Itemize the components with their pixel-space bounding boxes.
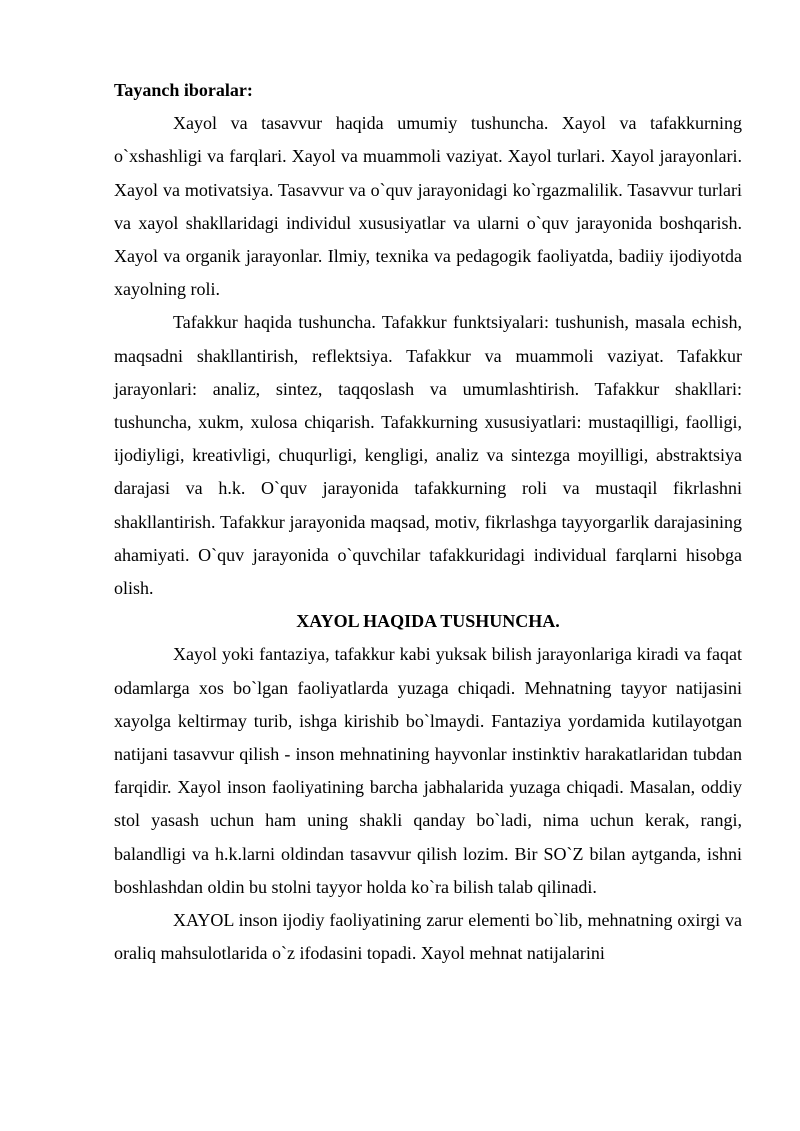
paragraph-1: Xayol va tasavvur haqida umumiy tushuncha. Xayol va tafakkurning o`xshashligi va farqlari. Xayol va muammoli vaziyat. Xayol turlari. Xayol jarayonlari. Xayol va motivatsiya. Tasavvur va o`quv jarayonidagi ko`rgazmalilik. Tasavvur turlari va xayol shakllaridagi individul xususiyatlar va ularni o`quv jarayonida boshqarish. Xayol va organik jarayonlar. Ilmiy, texnika va pedagogik faoliyatda, badiiy ijodiyotda xayolning roli. <box>114 113 742 300</box>
paragraph-3: Xayol yoki fantaziya, tafakkur kabi yuksak bilish jarayonlariga kiradi va faqat odamlarga xos bo`lgan faoliyatlarda yuzaga chiqadi. Mehnatning tayyor natijasini xayolga keltirmay turib, ishga kirishib bo`lmaydi. Fantaziya yordamida kutilayotgan natijani tasavvur qilish - inson mehnatining hayvonlar instinktiv harakatlaridan tubdan farqidir. Xayol inson faoliyatining barcha jabhalarida yuzaga chiqadi. Masalan, oddiy stol yasash uchun ham uning shakli qanday bo`ladi, nima uchun kerak, rangi, balandligi va h.k.larni oldindan tasavvur qilish lozim. Bir SO`Z bilan aytganda, ishni boshlashdan oldin bu stolni tayyor holda ko`ra bilish talab qilinadi. <box>114 644 742 897</box>
document-page <box>114 74 742 970</box>
chapter-title: XAYOL HAQIDA TUSHUNCHA. <box>296 611 560 632</box>
paragraph-4: XAYOL inson ijodiy faoliyatining zarur elementi bo`lib, mehnatning oxirgi va oraliq mahsulotlarida o`z ifodasini topadi. Xayol mehnat natijalarini <box>114 910 742 964</box>
paragraph-2: Tafakkur haqida tushuncha. Tafakkur funktsiyalari: tushunish, masala echish, maqsadni shakllantirish, reflektsiya. Tafakkur va muammoli vaziyat. Tafakkur jarayonlari: analiz, sintez, taqqoslash va umumlashtirish. Tafakkur shakllari: tushuncha, xukm, xulosa chiqarish. Tafakkurning xususiyatlari: mustaqilligi, faolligi, ijodiyligi, kreativligi, chuqurligi, kengligi, analiz va sintezga moyilligi, abstraktsiya darajasi va h.k. O`quv jarayonida tafakkurning roli va mustaqil fikrlashni shakllantirish. Tafakkur jarayonida maqsad, motiv, fikrlashga tayyorgarlik darajasining ahamiyati. O`quv jarayonida o`quvchilar tafakkuridagi individual farqlarni hisobga olish. <box>114 312 742 599</box>
section-title: Tayanch iboralar: <box>114 80 253 100</box>
